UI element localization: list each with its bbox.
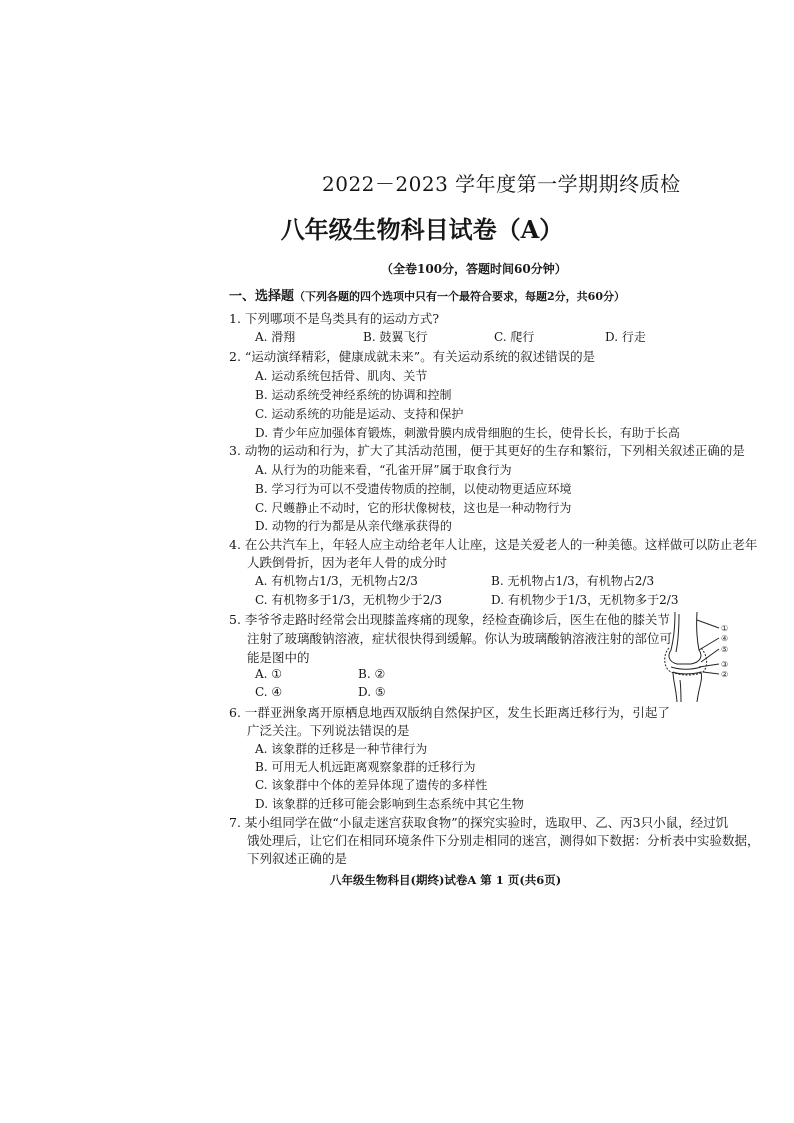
question-5-stem-line1: 5. 李爷爷走路时经常会出现膝盖疼痛的现象，经检查确诊后，医生在他的膝关节	[229, 612, 670, 627]
femur-outline	[669, 612, 701, 664]
question-5-stem-line2: 注射了玻璃酸钠溶液，症状很快得到缓解。你认为玻璃酸钠溶液注射的部位可	[247, 631, 673, 646]
q4-option-d: D. 有机物少于1/3，无机物多于2/3	[491, 593, 679, 607]
page-footer: 八年级生物科目(期终)试卷A 第 1 页(共6页)	[330, 873, 562, 887]
section-note: （下列各题的四个选项中只有一个最符合要求，每题2分，共60分）	[294, 290, 625, 303]
figure-label-1: ①	[721, 624, 729, 633]
figure-label-5: ⑤	[721, 645, 729, 654]
q5-option-d: D. ⑤	[358, 685, 386, 699]
q3-option-a: A. 从行为的功能来看，“孔雀开屏”属于取食行为	[255, 463, 512, 477]
q4-option-b: B. 无机物占1/3，有机物占2/3	[491, 574, 655, 588]
question-7-stem-line1: 7. 某小组同学在做“小鼠走迷宫获取食物”的探究实验时，选取甲、乙、丙3只小鼠，经过饥	[229, 815, 729, 830]
q2-option-b: B. 运动系统受神经系统的协调和控制	[255, 388, 452, 402]
q6-option-b: B. 可用无人机远距离观察象群的迁移行为	[255, 760, 476, 774]
figure-label-2: ②	[721, 670, 729, 679]
pointer-line-4	[699, 664, 719, 667]
q6-option-d: D. 该象群的迁移可能会影响到生态系统中其它生物	[255, 797, 524, 811]
question-3-stem: 3. 动物的运动和行为，扩大了其活动范围，便于其更好的生存和繁衍，下列相关叙述正确的是	[229, 443, 745, 458]
question-7-stem-line3: 下列叙述正确的是	[247, 851, 348, 866]
pointer-line-5	[703, 672, 719, 674]
q6-option-c: C. 该象群中个体的差异体现了遗传的多样性	[255, 778, 488, 792]
exam-title-line1: 2022－2023 学年度第一学期期终质检	[322, 172, 681, 196]
section-heading	[229, 285, 625, 304]
question-4-stem-line1: 4. 在公共汽车上，年轻人应主动给老年人让座，这是关爱老人的一种美德。这样做可以防止老年	[229, 537, 758, 552]
femur-inner-line	[676, 614, 679, 652]
tibia-outline	[673, 672, 702, 702]
q5-option-b: B. ②	[358, 667, 386, 681]
question-6-stem-line1: 6. 一群亚洲象离开原栖息地西双版纳自然保护区，发生长距离迁移行为，引起了	[229, 705, 670, 720]
q3-option-c: C. 尺蠖静止不动时，它的形状像树枝，这也是一种动物行为	[255, 501, 572, 515]
exam-subtitle: （全卷100分，答题时间60分钟）	[381, 262, 567, 276]
question-6-stem-line2: 广泛关注。下列说法错误的是	[247, 723, 410, 738]
figure-label-3: ③	[721, 660, 729, 669]
q1-option-d: D. 行走	[605, 330, 646, 344]
question-2-stem: 2. “运动演绎精彩，健康成就未来”。有关运动系统的叙述错误的是	[229, 349, 596, 364]
question-4-stem-line2: 人跌倒骨折，因为老年人骨的成分时	[247, 555, 448, 570]
exam-title-line2: 八年级生物科目试卷（A）	[280, 215, 564, 244]
q2-option-c: C. 运动系统的功能是运动、支持和保护	[255, 407, 464, 421]
q3-option-d: D. 动物的行为都是从亲代继承获得的	[255, 519, 452, 533]
question-7-stem-line2: 饿处理后，让它们在相同环境条件下分别走相同的迷宫，测得如下数据：分析表中实验数据，	[247, 833, 760, 848]
q6-option-a: A. 该象群的迁移是一种节律行为	[255, 742, 428, 756]
q2-option-a: A. 运动系统包括骨、肌肉、关节	[255, 369, 428, 383]
q3-option-b: B. 学习行为可以不受遗传物质的控制，以使动物更适应环境	[255, 482, 572, 496]
question-5-stem-line3: 能是图中的	[247, 650, 310, 665]
q1-option-c: C. 爬行	[494, 330, 535, 344]
question-1-stem: 1. 下列哪项不是鸟类具有的运动方式?	[229, 311, 440, 326]
q4-option-a: A. 有机物占1/3，无机物占2/3	[255, 574, 418, 588]
joint-cavity-line	[671, 667, 701, 669]
figure-label-4: ④	[721, 634, 729, 643]
q1-option-a: A. 滑翔	[255, 330, 296, 344]
knee-joint-figure	[661, 610, 739, 705]
pointer-line-2	[699, 638, 719, 650]
q5-option-a: A. ①	[255, 667, 283, 681]
section-title: 一、选择题	[229, 289, 295, 304]
q1-option-b: B. 鼓翼飞行	[363, 330, 428, 344]
pointer-line-1	[697, 620, 719, 628]
q5-option-c: C. ④	[255, 685, 283, 699]
q4-option-c: C. 有机物多于1/3，无机物少于2/3	[255, 593, 443, 607]
tibia-inner-line	[680, 680, 681, 702]
q2-option-d: D. 青少年应加强体育锻炼，刺激骨膜内成骨细胞的生长，使骨长长，有助于长高	[255, 426, 680, 440]
